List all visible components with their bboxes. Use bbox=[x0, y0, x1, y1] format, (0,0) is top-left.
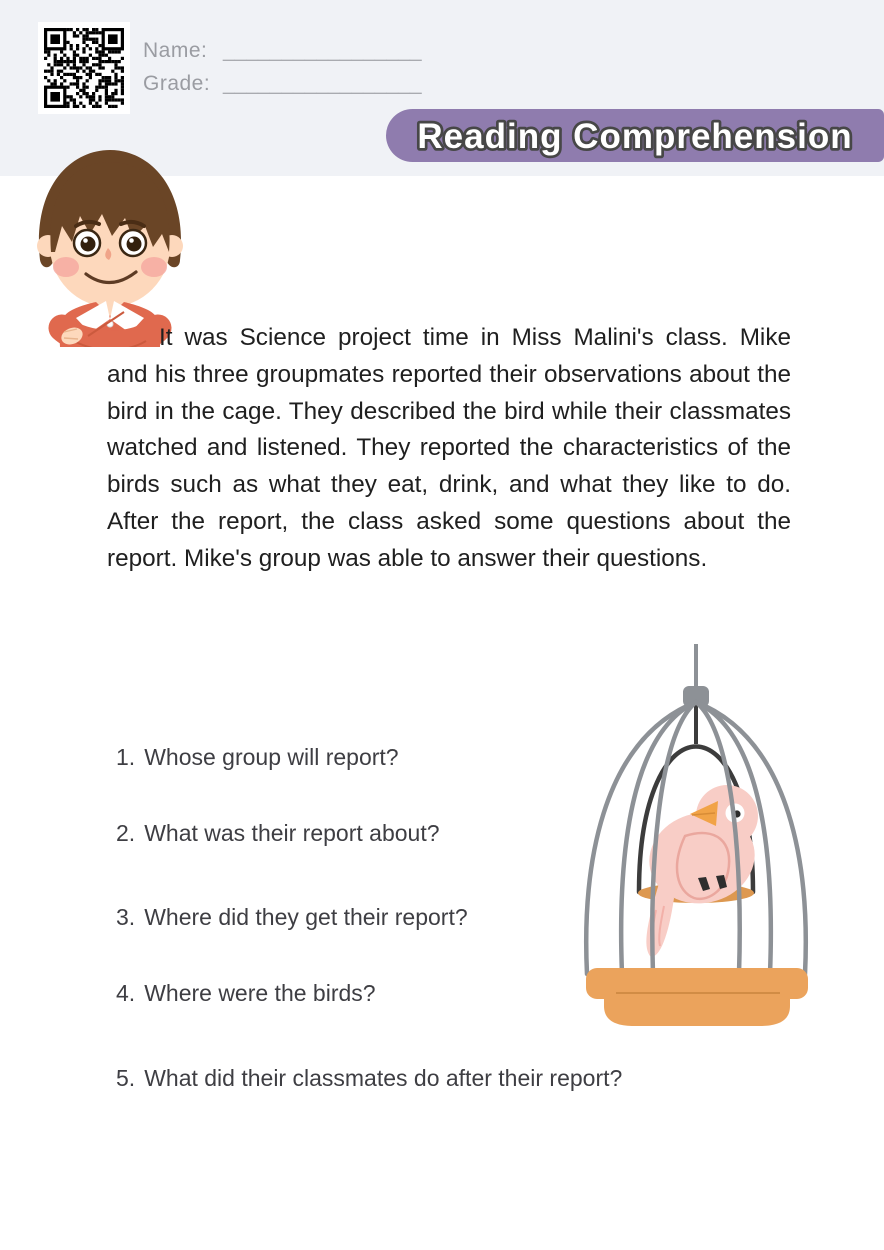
question-4-number: 4. bbox=[116, 980, 136, 1006]
cage-base-top bbox=[586, 968, 808, 999]
cage-base-bowl bbox=[604, 996, 790, 1026]
student-id-block bbox=[143, 34, 422, 100]
grade-row bbox=[143, 67, 422, 100]
question-3-number: 3. bbox=[116, 904, 136, 930]
question-1-text: Whose group will report? bbox=[144, 744, 399, 770]
reading-passage: It was Science project time in Miss Malini's class. Mike and his three groupmates reported their observations about the bird in the cage. They described the bird while their classmates watched and listened. They reported the characteristics of the birds such as what they eat, drink, and what they like to do. After the report, the class asked some questions about the report. Mike's group was able to answer their questions. bbox=[107, 324, 791, 572]
bird-cage-illustration bbox=[556, 640, 820, 1030]
question-1 bbox=[116, 744, 399, 771]
boy-cheek-right bbox=[141, 257, 167, 277]
title-banner bbox=[386, 109, 884, 162]
page-title: Reading Comprehension bbox=[417, 117, 853, 156]
name-label: Name: bbox=[143, 39, 208, 62]
name-write-line: _________________ bbox=[223, 39, 422, 62]
question-2-text: What was their report about? bbox=[144, 820, 440, 846]
boy-cheek-left bbox=[53, 257, 79, 277]
title-banner-art bbox=[386, 109, 884, 162]
qr-code-pattern bbox=[44, 28, 124, 108]
name-row bbox=[143, 34, 422, 67]
question-4 bbox=[116, 980, 376, 1007]
question-4-text: Where were the birds? bbox=[144, 980, 376, 1006]
question-5-number: 5. bbox=[116, 1065, 136, 1091]
qr-code bbox=[38, 22, 130, 114]
grade-write-line: _________________ bbox=[223, 72, 422, 95]
boy-illustration bbox=[26, 140, 210, 347]
question-3 bbox=[116, 904, 468, 931]
question-5 bbox=[116, 1065, 622, 1092]
question-2-number: 2. bbox=[116, 820, 136, 846]
grade-label: Grade: bbox=[143, 72, 211, 95]
question-1-number: 1. bbox=[116, 744, 136, 770]
question-3-text: Where did they get their report? bbox=[144, 904, 468, 930]
question-5-text: What did their classmates do after their report? bbox=[144, 1065, 623, 1091]
question-2 bbox=[116, 820, 440, 847]
